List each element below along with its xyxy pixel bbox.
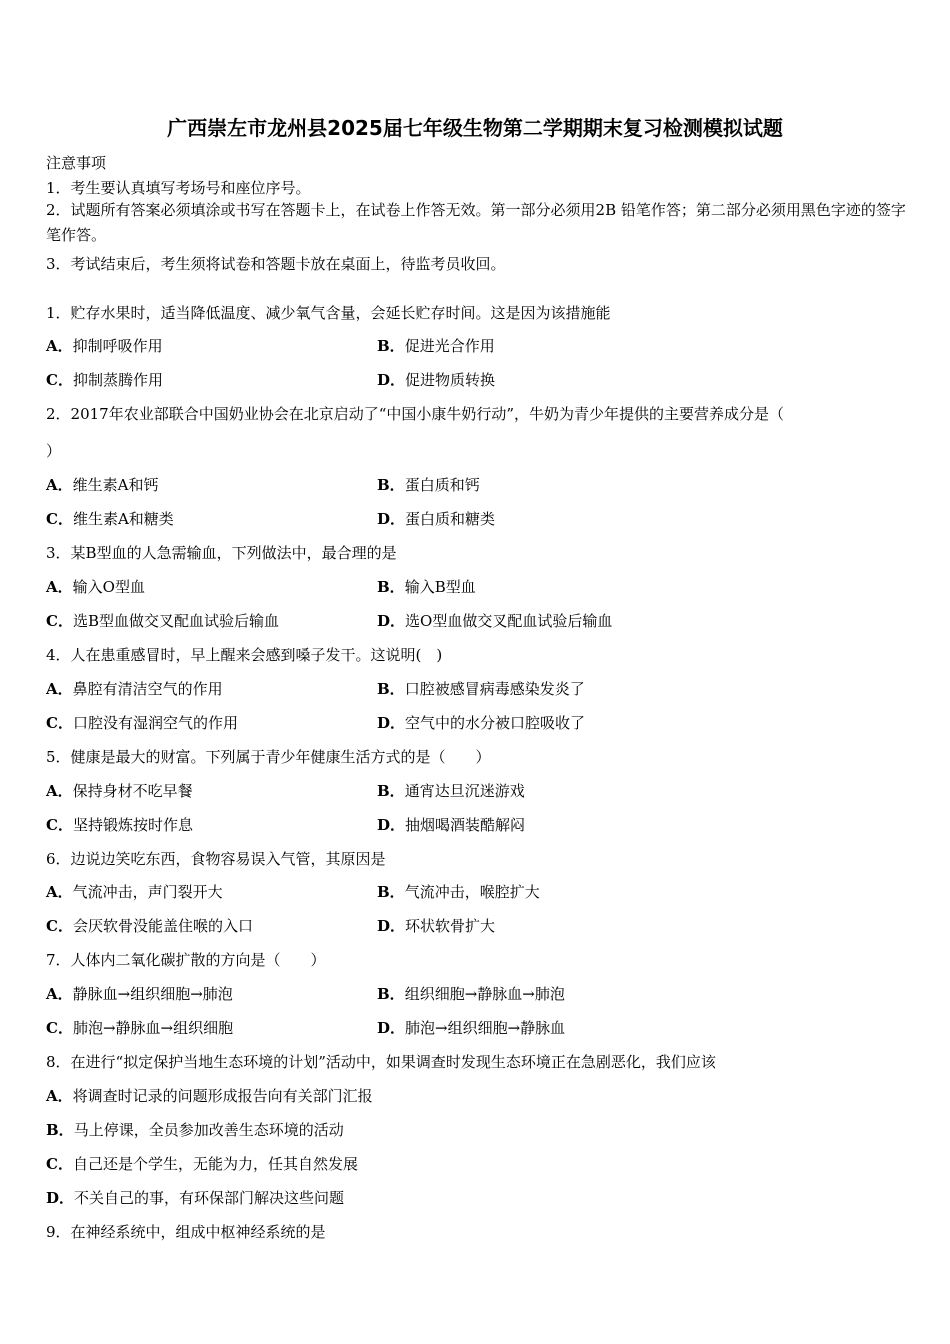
question-5-option-a[interactable]	[46, 780, 193, 801]
option-label: C．	[46, 510, 73, 528]
option-text: 不关自己的事，有环保部门解决这些问题	[74, 1189, 345, 1207]
question-4-option-d[interactable]	[377, 712, 585, 733]
option-label: B．	[377, 578, 405, 596]
option-text: 维生素A和糖类	[72, 510, 174, 528]
option-text: 自己还是个学生，无能为力，任其自然发展	[72, 1155, 358, 1173]
option-label: C．	[46, 612, 73, 630]
option-text: 促进物质转换	[405, 371, 496, 389]
option-text: 选O型血做交叉配血试验后输血	[405, 612, 613, 630]
question-3-option-c[interactable]	[46, 610, 279, 631]
question-8-stem: 8．在进行“拟定保护当地生态环境的计划”活动中，如果调查时发现生态环境正在急剧恶化，我们应该	[46, 1053, 716, 1071]
option-text: 口腔被感冒病毒感染发炎了	[404, 680, 585, 698]
question-6-option-c[interactable]	[46, 915, 253, 936]
option-text: 口腔没有湿润空气的作用	[72, 714, 238, 732]
question-7-option-c[interactable]	[46, 1017, 233, 1038]
option-text: 抽烟喝酒装酷解闷	[405, 816, 526, 834]
question-1-option-b[interactable]	[377, 335, 495, 356]
question-8-option-d[interactable]	[46, 1187, 344, 1208]
option-text: 将调查时记录的问题形成报告向有关部门汇报	[72, 1087, 373, 1105]
question-8-option-b[interactable]	[46, 1119, 344, 1140]
notice-item-1: 1．考生要认真填写考场号和座位序号。	[46, 179, 311, 197]
option-label: A．	[46, 337, 73, 355]
question-1-option-d[interactable]	[377, 369, 495, 390]
option-label: A．	[46, 1087, 73, 1105]
question-2-option-c[interactable]	[46, 508, 174, 529]
question-2-option-b[interactable]	[377, 474, 480, 495]
option-label: D．	[377, 714, 406, 732]
option-label: A．	[46, 680, 73, 698]
option-text: 会厌软骨没能盖住喉的入口	[72, 917, 253, 935]
option-text: 环状软骨扩大	[405, 917, 496, 935]
option-label: C．	[46, 1155, 73, 1173]
question-4-option-b[interactable]	[377, 678, 585, 699]
option-text: 气流冲击，声门裂开大	[72, 883, 223, 901]
option-text: 肺泡→静脉血→组织细胞	[72, 1019, 234, 1037]
question-6-option-b[interactable]	[377, 881, 540, 902]
question-1-stem: 1．贮存水果时，适当降低温度、减少氧气含量，会延长贮存时间。这是因为该措施能	[46, 304, 611, 322]
question-3-option-b[interactable]	[377, 576, 476, 597]
option-text: 空气中的水分被口腔吸收了	[405, 714, 586, 732]
option-label: C．	[46, 371, 73, 389]
question-4-stem: 4．人在患重感冒时，早上醒来会感到嗓子发干。这说明( )	[46, 646, 443, 664]
option-text: 抑制呼吸作用	[72, 337, 163, 355]
question-5-option-d[interactable]	[377, 814, 525, 835]
option-label: C．	[46, 917, 73, 935]
option-label: D．	[377, 612, 406, 630]
question-2-stem: 2．2017年农业部联合中国奶业协会在北京启动了“中国小康牛奶行动”，牛奶为青少年提供的主要营养成分是（	[46, 405, 785, 423]
option-text: 鼻腔有清洁空气的作用	[72, 680, 223, 698]
option-text: 肺泡→组织细胞→静脉血	[405, 1019, 566, 1037]
question-4-option-c[interactable]	[46, 712, 238, 733]
question-4-option-a[interactable]	[46, 678, 223, 699]
question-1-option-a[interactable]	[46, 335, 163, 356]
question-2-option-a[interactable]	[46, 474, 158, 495]
option-label: B．	[377, 782, 405, 800]
question-8-option-a[interactable]	[46, 1085, 373, 1106]
notice-heading: 注意事项	[46, 154, 107, 172]
question-7-option-b[interactable]	[377, 983, 565, 1004]
exam-title: 广西崇左市龙州县2025届七年级生物第二学期期末复习检测模拟试题	[167, 116, 783, 140]
question-3-option-d[interactable]	[377, 610, 612, 631]
option-text: 选B型血做交叉配血试验后输血	[72, 612, 279, 630]
option-label: A．	[46, 883, 73, 901]
option-text: 维生素A和钙	[72, 476, 159, 494]
option-label: D．	[377, 917, 406, 935]
option-label: B．	[377, 476, 405, 494]
option-label: D．	[377, 816, 406, 834]
notice-item-2: 2．试题所有答案必须填涂或书写在答题卡上，在试卷上作答无效。第一部分必须用2B 铅笔作答；第二部分必须用黑色字迹的签字笔作答。	[46, 201, 906, 244]
question-2-option-d[interactable]	[377, 508, 495, 529]
question-6-option-a[interactable]	[46, 881, 223, 902]
option-text: 输入O型血	[72, 578, 145, 596]
question-7-stem: 7．人体内二氧化碳扩散的方向是（ ）	[46, 951, 326, 969]
question-2-stem-continued: ）	[46, 442, 62, 460]
option-text: 组织细胞→静脉血→肺泡	[404, 985, 565, 1003]
question-5-option-c[interactable]	[46, 814, 193, 835]
option-text: 输入B型血	[404, 578, 476, 596]
option-label: A．	[46, 578, 73, 596]
option-text: 促进光合作用	[404, 337, 495, 355]
question-7-option-a[interactable]	[46, 983, 233, 1004]
option-label: B．	[46, 1121, 74, 1139]
option-label: A．	[46, 476, 73, 494]
option-text: 保持身材不吃早餐	[72, 782, 193, 800]
notice-item-3: 3．考试结束后，考生须将试卷和答题卡放在桌面上，待监考员收回。	[46, 255, 506, 273]
option-text: 气流冲击，喉腔扩大	[404, 883, 540, 901]
option-text: 抑制蒸腾作用	[72, 371, 163, 389]
question-6-option-d[interactable]	[377, 915, 495, 936]
question-7-option-d[interactable]	[377, 1017, 565, 1038]
option-text: 蛋白质和钙	[404, 476, 480, 494]
question-3-stem: 3．某B型血的人急需输血，下列做法中，最合理的是	[46, 544, 397, 562]
option-label: D．	[46, 1189, 75, 1207]
option-text: 通宵达旦沉迷游戏	[404, 782, 525, 800]
option-text: 马上停课，全员参加改善生态环境的活动	[73, 1121, 344, 1139]
question-6-stem: 6．边说边笑吃东西，食物容易误入气管，其原因是	[46, 850, 386, 868]
option-text: 坚持锻炼按时作息	[72, 816, 193, 834]
question-3-option-a[interactable]	[46, 576, 145, 597]
option-text: 蛋白质和糖类	[405, 510, 496, 528]
option-text: 静脉血→组织细胞→肺泡	[72, 985, 233, 1003]
option-label: B．	[377, 680, 405, 698]
option-label: D．	[377, 1019, 406, 1037]
question-5-option-b[interactable]	[377, 780, 525, 801]
option-label: B．	[377, 883, 405, 901]
option-label: C．	[46, 816, 73, 834]
question-5-stem: 5．健康是最大的财富。下列属于青少年健康生活方式的是（ ）	[46, 748, 491, 766]
option-label: D．	[377, 371, 406, 389]
question-1-option-c[interactable]	[46, 369, 163, 390]
question-9-stem: 9．在神经系统中，组成中枢神经系统的是	[46, 1223, 326, 1241]
option-label: B．	[377, 985, 405, 1003]
option-label: C．	[46, 714, 73, 732]
question-8-option-c[interactable]	[46, 1153, 358, 1174]
option-label: A．	[46, 985, 73, 1003]
option-label: B．	[377, 337, 405, 355]
option-label: D．	[377, 510, 406, 528]
option-label: C．	[46, 1019, 73, 1037]
option-label: A．	[46, 782, 73, 800]
